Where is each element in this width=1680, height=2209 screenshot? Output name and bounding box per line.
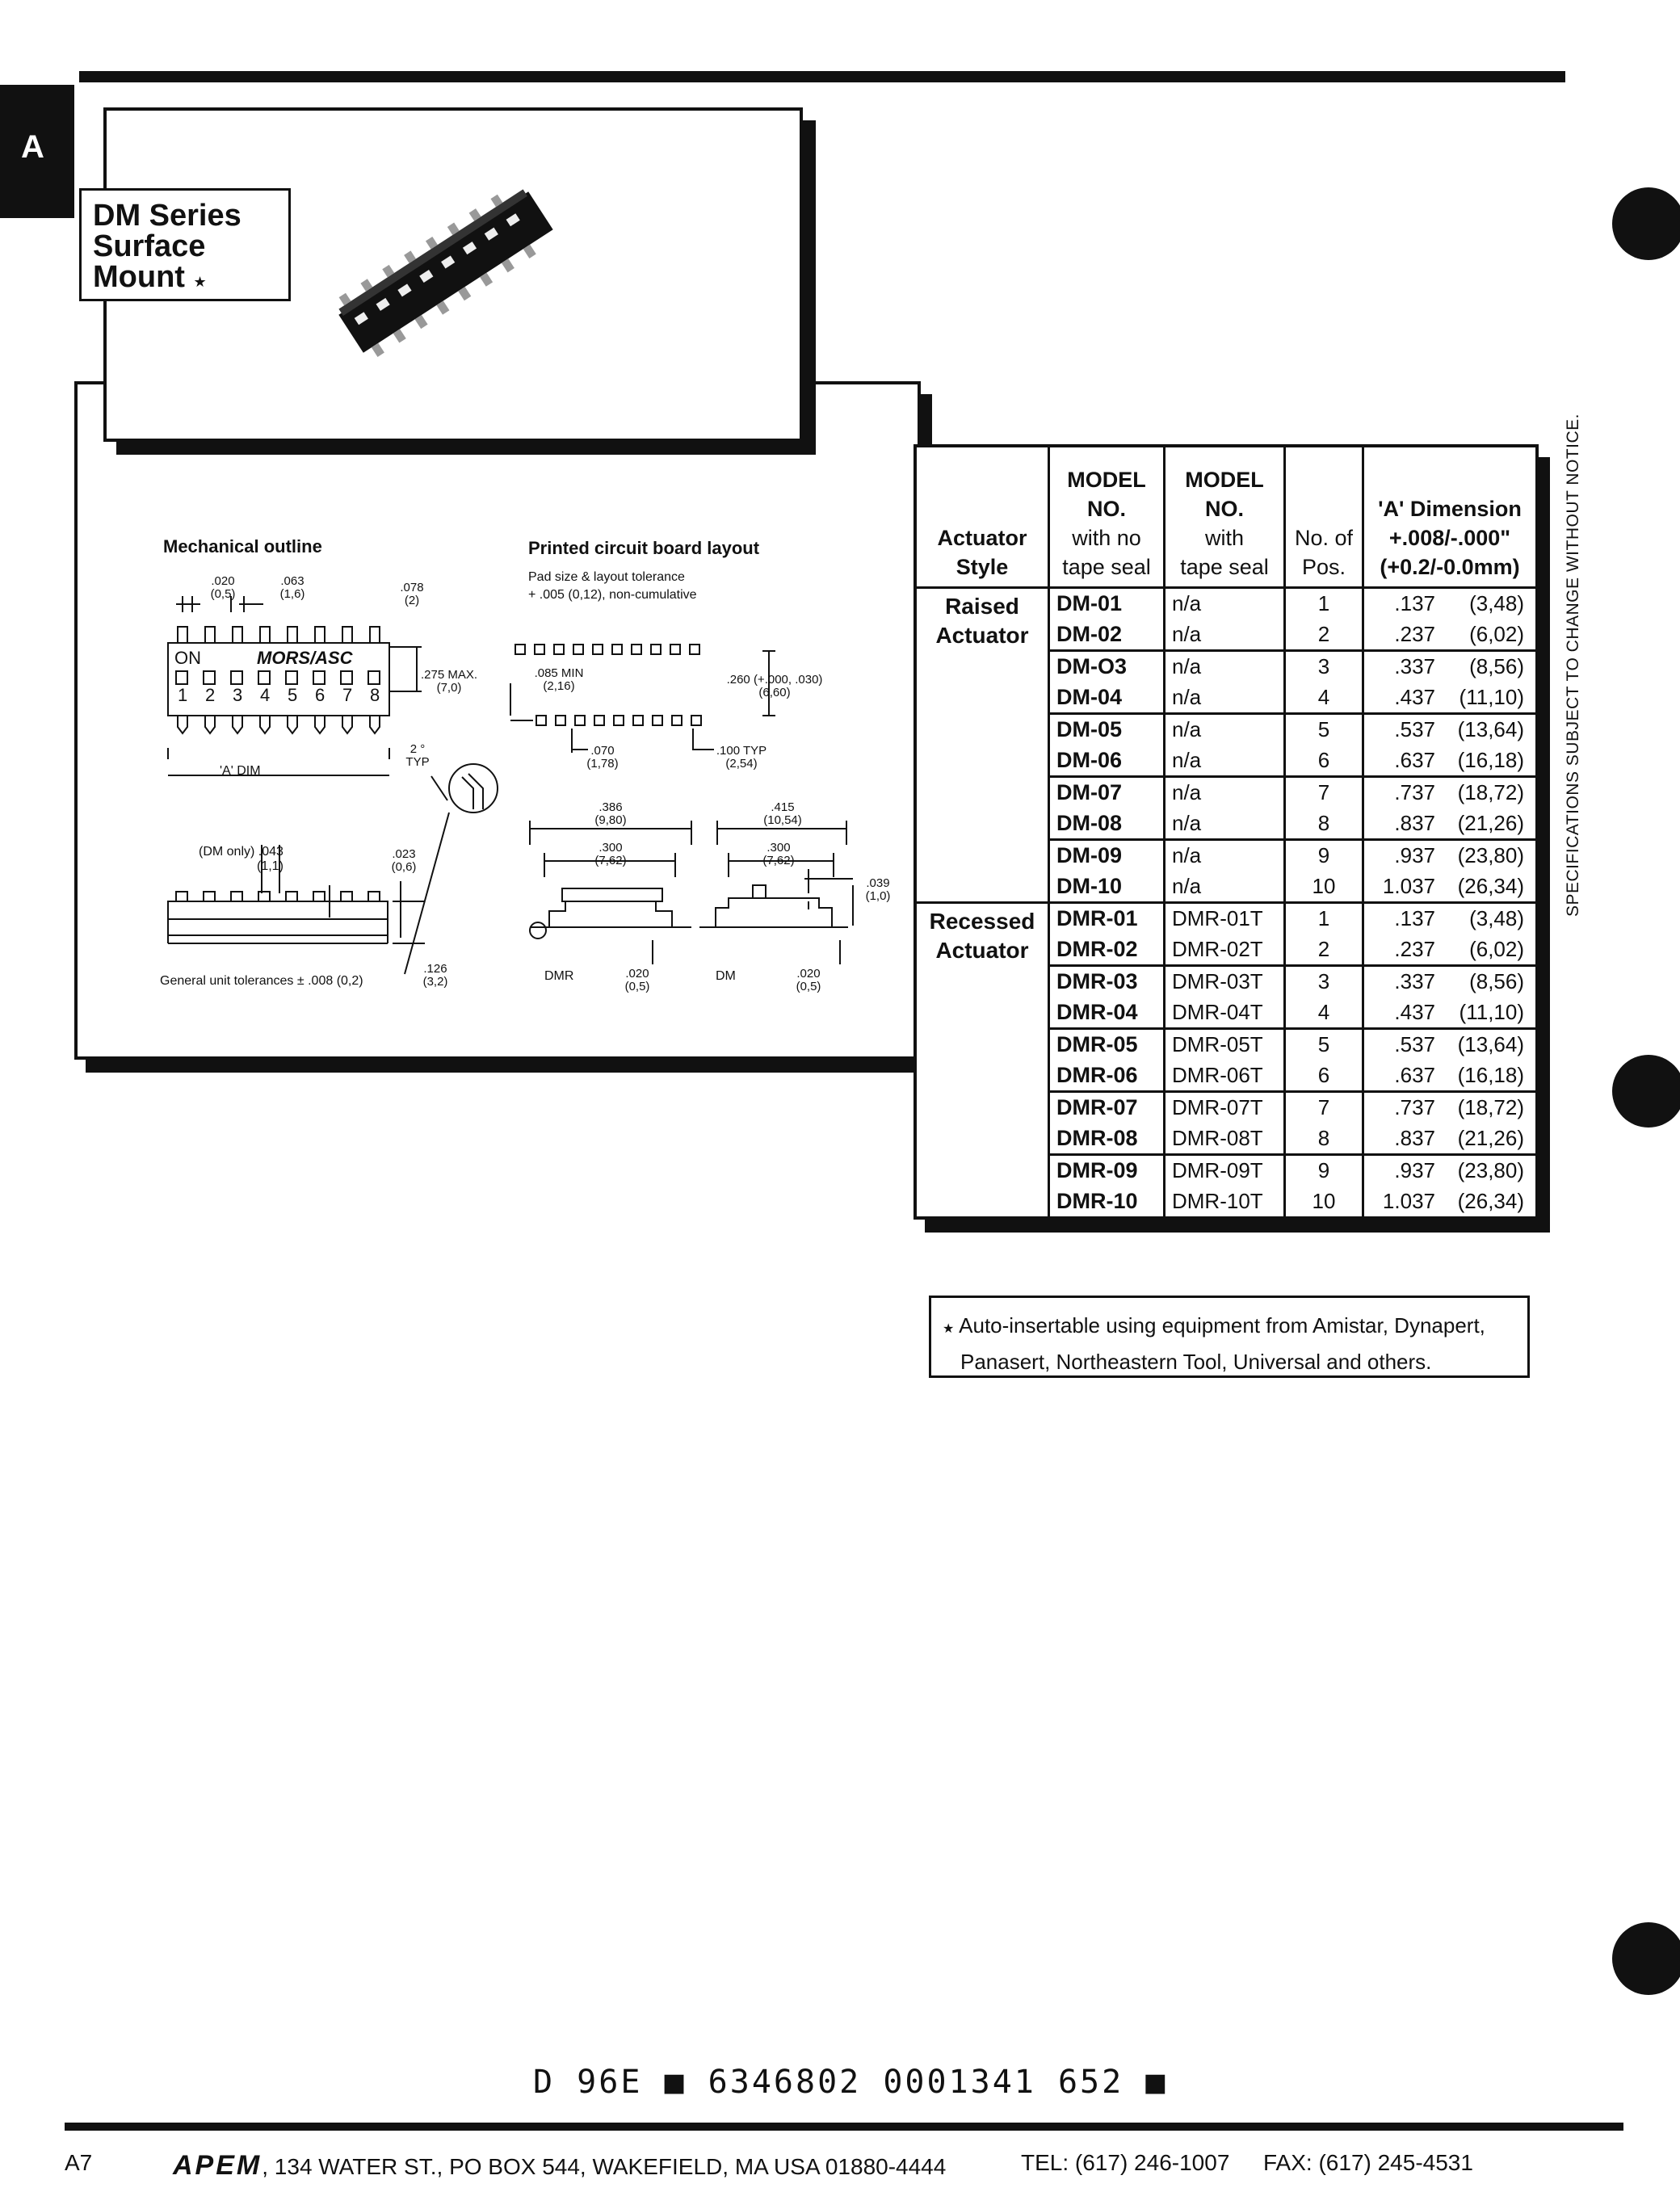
positions-cell: 3 [1285,966,1363,997]
punch-hole-middle [1612,1055,1680,1128]
series-title-box [79,188,291,301]
mech-outline-title: Mechanical outline [163,536,322,556]
drawings-panel: Mechanical outline Printed circuit board layout Pad size & layout tolerance + .005 (0,12), non-cumulative ON MORS/ASC 1 2 3 4 5 6 7 8 .020 (0,5) .063 (1,6) .078 (2) .275 MAX. (7,0) 'A' DIM 2 ° TYP (DM only) .043 (1,1) .023 (0,6) .126 (3,2) General unit tolerances ± .008 (0,2) .085 MIN (2,16) .260 (+.000, .030) (6,60) .070 (1,78) .100 TYP (2,54) .386 (9,80) .300 (7,62) .415 (10,54) .300 (7,62) .039 (1,0) DMR .020 (0,5) DM .020 (0,5) [74,381,921,1060]
dim-039: .039 (1,0) [865,876,891,903]
header-actuator-style: Actuator Style [915,446,1049,588]
dim-260: .260 (+.000, .030) (6,60) [726,673,823,699]
punch-hole-top [1612,187,1680,260]
dm-section [699,898,848,927]
positions-cell: 7 [1285,777,1363,808]
note-line-1: ★ Auto-insertable using equipment from Amistar, Dynapert, [943,1313,1485,1338]
positions-cell: 1 [1285,903,1363,934]
star-icon: ★ [193,274,207,290]
a-dimension-cell: .837 (21,26) [1363,808,1538,840]
switch-actuators [176,671,380,684]
model-no-cell: DM-10 [1049,871,1165,903]
section-tab-label: A [21,129,44,165]
positions-cell: 10 [1285,871,1363,903]
taped-model-cell: n/a [1165,745,1285,777]
a-dimension-cell: .937 (23,80) [1363,1155,1538,1186]
mors-asc-label: MORS/ASC [257,648,353,668]
positions-cell: 8 [1285,1123,1363,1155]
dim-020-dmr: .020 (0,5) [624,967,650,993]
dim-063: .063 (1,6) [279,574,305,601]
dim-070: .070 (1,78) [586,744,619,771]
positions-cell: 9 [1285,1155,1363,1186]
a-dimension-cell: .237 (6,02) [1363,619,1538,651]
taped-model-cell: DMR-05T [1165,1029,1285,1060]
model-no-cell: DMR-04 [1049,997,1165,1029]
a-dimension-cell: .537 (13,64) [1363,1029,1538,1060]
dim-300-dm: .300 (7,62) [762,841,795,867]
dm-label: DM [716,969,736,983]
header-model-no-tape: MODEL NO. with no tape seal [1049,446,1165,588]
spec-notice-text: SPECIFICATIONS SUBJECT TO CHANGE WITHOUT NOTICE. [1564,414,1582,917]
positions-cell: 5 [1285,1029,1363,1060]
positions-cell: 4 [1285,997,1363,1029]
dim-415: .415 (10,54) [763,800,802,827]
dmr-section [530,901,691,927]
dmr-label: DMR [544,969,574,983]
pcb-note-2: + .005 (0,12), non-cumulative [528,588,697,602]
company-address: APEM, 134 WATER ST., PO BOX 544, WAKEFIELD, MA USA 01880-4444 [173,2150,947,2181]
model-no-cell: DM-01 [1049,588,1165,619]
positions-cell: 8 [1285,808,1363,840]
table-row [915,588,1537,619]
taped-model-cell: DMR-09T [1165,1155,1285,1186]
table-body [915,588,1537,1219]
model-no-cell: DMR-03 [1049,966,1165,997]
model-no-cell: DM-O3 [1049,651,1165,682]
a-dimension-cell: .737 (18,72) [1363,777,1538,808]
top-rule [79,71,1565,82]
taped-model-cell: n/a [1165,619,1285,651]
dim-085: .085 MIN (2,16) [534,666,584,693]
dm-only-label: (DM only) .043 [199,845,284,859]
model-no-cell: DM-07 [1049,777,1165,808]
bottom-pins [178,716,380,733]
pcb-pads-bottom [536,716,701,725]
model-no-cell: DM-08 [1049,808,1165,840]
dim-020-dm: .020 (0,5) [796,967,821,993]
taped-model-cell: n/a [1165,777,1285,808]
a-dimension-cell: .437 (11,10) [1363,682,1538,714]
a-dimension-cell: .137 (3,48) [1363,588,1538,619]
title-line-2: Surface [93,229,206,263]
dim-386: .386 (9,80) [594,800,627,827]
dim-043-mm: (1,1) [257,859,284,873]
positions-cell: 5 [1285,714,1363,745]
taped-model-cell: DMR-06T [1165,1060,1285,1092]
positions-cell: 2 [1285,934,1363,966]
model-no-cell: DMR-09 [1049,1155,1165,1186]
header-model-with-tape: MODEL NO. with tape seal [1165,446,1285,588]
a-dimension-cell: 1.037 (26,34) [1363,871,1538,903]
model-no-cell: DM-05 [1049,714,1165,745]
model-no-cell: DM-06 [1049,745,1165,777]
spec-notice [1564,414,1583,917]
drawings-svg [78,384,918,1056]
title-line-1: DM Series [93,199,242,233]
page-number: A7 [65,2150,93,2175]
header-positions: No. of Pos. [1285,446,1363,588]
model-no-cell: DMR-02 [1049,934,1165,966]
a-dimension-cell: .637 (16,18) [1363,745,1538,777]
taped-model-cell: DMR-02T [1165,934,1285,966]
taped-model-cell: DMR-01T [1165,903,1285,934]
title-line-3: Mount ★ [93,260,207,294]
model-no-cell: DMR-01 [1049,903,1165,934]
taped-model-cell: n/a [1165,651,1285,682]
positions-cell: 4 [1285,682,1363,714]
a-dim-label: 'A' DIM [220,764,261,778]
taped-model-cell: n/a [1165,871,1285,903]
model-no-cell: DM-09 [1049,840,1165,871]
a-dimension-cell: .437 (11,10) [1363,997,1538,1029]
header-a-dimension: 'A' Dimension +.008/-.000" (+0.2/-0.0mm) [1363,446,1538,588]
taped-model-cell: n/a [1165,682,1285,714]
dim-275: .275 MAX. (7,0) [420,668,478,695]
a-dimension-cell: .637 (16,18) [1363,1060,1538,1092]
a-dimension-cell: .737 (18,72) [1363,1092,1538,1123]
dim-078: .078 (2) [400,581,424,607]
footer-rule [65,2123,1623,2131]
taped-model-cell: DMR-10T [1165,1186,1285,1219]
taped-model-cell: DMR-07T [1165,1092,1285,1123]
taped-model-cell: n/a [1165,714,1285,745]
dim-023: .023 (0,6) [391,847,417,874]
model-spec-table [914,444,1539,1220]
a-dimension-cell: .237 (6,02) [1363,934,1538,966]
punch-hole-bottom [1612,1922,1680,1995]
a-dimension-cell: .837 (21,26) [1363,1123,1538,1155]
dim-020-top: .020 (0,5) [210,574,236,601]
star-icon: ★ [943,1322,955,1336]
table-row [915,903,1537,934]
positions-cell: 6 [1285,745,1363,777]
taped-model-cell: DMR-08T [1165,1123,1285,1155]
taped-model-cell: n/a [1165,808,1285,840]
a-dimension-cell: .937 (23,80) [1363,840,1538,871]
model-no-cell: DMR-10 [1049,1186,1165,1219]
positions-cell: 10 [1285,1186,1363,1219]
top-pins [178,627,380,643]
a-dimension-cell: .137 (3,48) [1363,903,1538,934]
actuator-style-cell: Recessed Actuator [915,903,1049,1219]
actuator-style-cell: Raised Actuator [935,594,1029,648]
model-no-cell: DMR-08 [1049,1123,1165,1155]
general-tolerance: General unit tolerances ± .008 (0,2) [160,974,363,988]
positions-cell: 1 [1285,588,1363,619]
positions-cell: 3 [1285,651,1363,682]
section-tab [0,85,74,218]
taped-model-cell: n/a [1165,588,1285,619]
pcb-note-1: Pad size & layout tolerance [528,570,685,584]
a-dimension-cell: .337 (8,56) [1363,966,1538,997]
taped-model-cell: DMR-04T [1165,997,1285,1029]
dim-100: .100 TYP (2,54) [716,744,767,771]
a-dimension-cell: 1.037 (26,34) [1363,1186,1538,1219]
positions-cell: 6 [1285,1060,1363,1092]
pcb-pads-top [515,645,699,654]
model-no-cell: DM-02 [1049,619,1165,651]
catalog-code-line: D 96E ■ 6346802 0001341 652 ■ [533,2064,1168,2101]
angle-typ: 2 ° TYP [405,742,430,769]
taped-model-cell: n/a [1165,840,1285,871]
taped-model-cell: DMR-03T [1165,966,1285,997]
note-line-2: Panasert, Northeastern Tool, Universal and others. [960,1350,1432,1374]
apem-logo: APEM [173,2150,262,2181]
positions-cell: 9 [1285,840,1363,871]
positions-cell: 7 [1285,1092,1363,1123]
auto-insert-note [929,1296,1530,1378]
on-label: ON [174,648,201,668]
model-no-cell: DM-04 [1049,682,1165,714]
model-no-cell: DMR-07 [1049,1092,1165,1123]
a-dimension-cell: .337 (8,56) [1363,651,1538,682]
pcb-layout-title: Printed circuit board layout [528,538,760,558]
positions-cell: 2 [1285,619,1363,651]
dim-126: .126 (3,2) [422,962,448,989]
a-dimension-cell: .537 (13,64) [1363,714,1538,745]
model-no-cell: DMR-05 [1049,1029,1165,1060]
telephone: TEL: (617) 246-1007 [1021,2150,1230,2175]
fax: FAX: (617) 245-4531 [1263,2150,1473,2175]
dim-300-dmr: .300 (7,62) [594,841,627,867]
table-header-row [915,446,1537,588]
model-no-cell: DMR-06 [1049,1060,1165,1092]
